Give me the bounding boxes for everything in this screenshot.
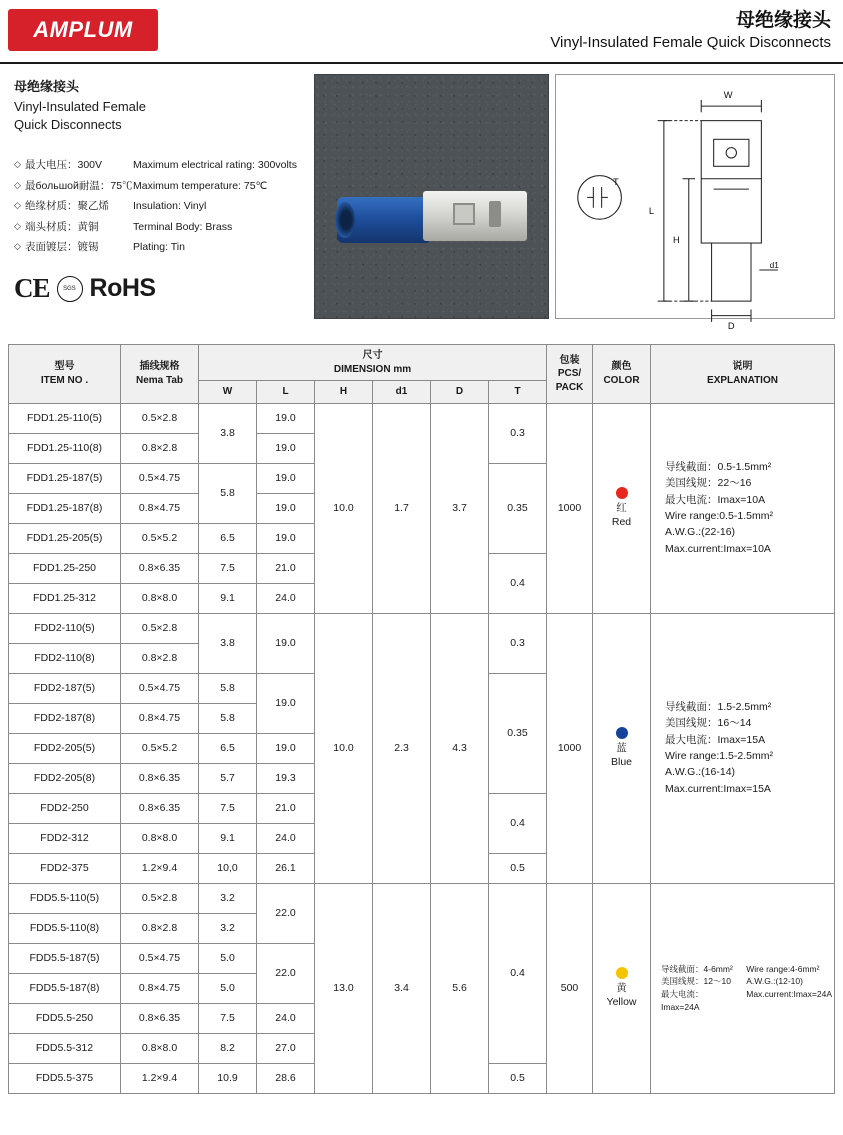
cell-w: 5.8 <box>199 703 257 733</box>
cell-l: 27.0 <box>257 1033 315 1063</box>
header-t: T <box>489 381 547 404</box>
dim-label-d: D <box>727 321 735 330</box>
cell-item-no: FDD1.25-110(5) <box>9 403 121 433</box>
cell-w: 3.2 <box>199 883 257 913</box>
spec-row <box>14 217 308 237</box>
table-row <box>9 613 835 643</box>
brand-logo-text: AMPLUM <box>33 17 133 42</box>
explanation-line: 导线截面：4-6mm² <box>661 963 733 974</box>
brand-logo <box>8 9 158 51</box>
header-dimension-en: DIMENSION mm <box>333 363 412 375</box>
spec-table-wrap <box>0 336 843 1104</box>
connector-illustration <box>337 183 527 253</box>
cell-l: 24.0 <box>257 823 315 853</box>
cell-explanation <box>651 403 835 613</box>
cell-nema-tab: 0.8×4.75 <box>121 493 199 523</box>
cell-h: 10.0 <box>315 613 373 883</box>
cell-explanation <box>651 613 835 883</box>
product-title-en-line1: Vinyl-Insulated Female <box>14 99 146 114</box>
cell-item-no: FDD2-110(8) <box>9 643 121 673</box>
cell-nema-tab: 0.5×4.75 <box>121 463 199 493</box>
cell-item-no: FDD2-205(5) <box>9 733 121 763</box>
cell-w: 10.9 <box>199 1063 257 1093</box>
cell-item-no: FDD1.25-205(5) <box>9 523 121 553</box>
header-titles <box>158 0 835 62</box>
explanation-line: 最大电流：Imax=15A <box>665 733 766 746</box>
spec-label-cn: 端头材质：黄铜 <box>25 220 99 233</box>
product-photo <box>314 74 549 319</box>
dim-label-l: L <box>648 205 655 216</box>
cell-d1: 1.7 <box>373 403 431 613</box>
cell-w: 5.0 <box>199 943 257 973</box>
cell-l: 28.6 <box>257 1063 315 1093</box>
spec-row <box>14 196 308 216</box>
technical-drawing <box>555 74 835 330</box>
explanation-line: 导线截面：0.5-1.5mm² <box>665 461 772 474</box>
table-row <box>9 883 835 913</box>
product-title-en-line2: Quick Disconnects <box>14 116 122 132</box>
cell-d1: 2.3 <box>373 613 431 883</box>
spec-label-en: Plating: Tin <box>133 240 185 253</box>
header-dimension-cn: 尺寸 <box>362 350 383 361</box>
header-pack <box>547 345 593 404</box>
header-color <box>593 345 651 404</box>
cell-nema-tab: 0.8×6.35 <box>121 1003 199 1033</box>
color-label-en: Blue <box>611 756 633 768</box>
cell-item-no: FDD2-375 <box>9 853 121 883</box>
cell-h: 13.0 <box>315 883 373 1093</box>
header-dimension <box>199 345 547 381</box>
header-title-cn: 母绝缘接头 <box>735 10 831 32</box>
cell-item-no: FDD2-187(8) <box>9 703 121 733</box>
cell-item-no: FDD5.5-375 <box>9 1063 121 1093</box>
cell-t: 0.3 <box>489 613 547 673</box>
header-d1: d1 <box>373 381 431 404</box>
explanation-line: 美国线规：12～10 <box>661 976 731 987</box>
cell-w: 7.5 <box>199 793 257 823</box>
cell-pack: 500 <box>547 883 593 1093</box>
technical-drawing-svg <box>556 75 834 329</box>
spec-label-en: Terminal Body: Brass <box>133 220 233 233</box>
rohs-mark-icon: RoHS <box>89 274 156 303</box>
cell-l: 19.0 <box>257 673 315 733</box>
sgs-mark-label: SGS <box>63 285 76 292</box>
cell-item-no: FDD1.25-250 <box>9 553 121 583</box>
header-l: L <box>257 381 315 404</box>
cell-nema-tab: 0.8×4.75 <box>121 973 199 1003</box>
cell-item-no: FDD5.5-187(5) <box>9 943 121 973</box>
cell-pack: 1000 <box>547 403 593 613</box>
cell-w: 6.5 <box>199 523 257 553</box>
blue-insulation-sleeve <box>337 197 429 243</box>
cell-nema-tab: 0.5×5.2 <box>121 733 199 763</box>
cell-l: 19.0 <box>257 733 315 763</box>
header-h: H <box>315 381 373 404</box>
cell-w: 8.2 <box>199 1033 257 1063</box>
explanation-line: 最大电流：Imax=10A <box>665 493 766 506</box>
spec-label-cn: 最大电压：300V <box>25 159 103 172</box>
cell-nema-tab: 0.8×6.35 <box>121 763 199 793</box>
cell-w: 7.5 <box>199 553 257 583</box>
cell-l: 24.0 <box>257 1003 315 1033</box>
color-label-cn: 红 <box>616 501 627 514</box>
table-row <box>9 403 835 433</box>
certification-marks <box>14 273 308 304</box>
explanation-column <box>746 963 832 1014</box>
cell-nema-tab: 0.8×6.35 <box>121 553 199 583</box>
color-swatch-icon <box>616 727 628 739</box>
cell-nema-tab: 0.5×4.75 <box>121 673 199 703</box>
header-item-cn: 型号 <box>54 361 75 373</box>
spec-table <box>8 344 835 1094</box>
cell-item-no: FDD2-205(8) <box>9 763 121 793</box>
page-header <box>0 0 843 64</box>
cell-item-no: FDD2-110(5) <box>9 613 121 643</box>
cell-l: 26.1 <box>257 853 315 883</box>
cell-t: 0.4 <box>489 883 547 1063</box>
product-info <box>8 74 308 330</box>
cell-item-no: FDD2-250 <box>9 793 121 823</box>
header-title-en: Vinyl-Insulated Female Quick Disconnects <box>550 34 831 52</box>
cell-w: 9.1 <box>199 823 257 853</box>
cell-l: 21.0 <box>257 793 315 823</box>
cell-l: 22.0 <box>257 943 315 1003</box>
cell-w: 5.8 <box>199 673 257 703</box>
explanation-line: 美国线规：16～14 <box>665 717 752 730</box>
cell-t: 0.3 <box>489 403 547 463</box>
spec-row <box>14 155 308 175</box>
spec-label-cn: 最большой耐温：75℃ <box>25 179 133 192</box>
cell-item-no: FDD1.25-312 <box>9 583 121 613</box>
bullet-icon: ◇ <box>14 200 21 211</box>
table-body <box>9 403 835 1093</box>
cell-nema-tab: 0.8×2.8 <box>121 913 199 943</box>
spec-label-cn: 表面镀层：镀锡 <box>25 240 99 253</box>
cell-h: 10.0 <box>315 403 373 613</box>
header-nema <box>121 345 199 404</box>
cell-item-no: FDD5.5-110(5) <box>9 883 121 913</box>
cell-nema-tab: 0.8×2.8 <box>121 643 199 673</box>
spec-row <box>14 237 308 257</box>
cell-item-no: FDD2-187(5) <box>9 673 121 703</box>
header-pack-en-1: PCS/ <box>557 368 582 379</box>
cell-t: 0.4 <box>489 553 547 613</box>
bullet-icon: ◇ <box>14 220 21 231</box>
dim-label-h: H <box>672 235 680 246</box>
color-swatch-icon <box>616 487 628 499</box>
cell-d: 4.3 <box>431 613 489 883</box>
cell-item-no: FDD5.5-312 <box>9 1033 121 1063</box>
spec-label-cn: 绝缘材质：聚乙烯 <box>25 200 109 213</box>
explanation-line: Wire range:0.5-1.5mm² <box>665 510 773 522</box>
cell-w: 7.5 <box>199 1003 257 1033</box>
header-pack-en-2: PACK <box>555 381 584 393</box>
cell-l: 19.0 <box>257 463 315 493</box>
cell-nema-tab: 0.8×2.8 <box>121 433 199 463</box>
color-label-cn: 蓝 <box>616 741 627 754</box>
cell-l: 22.0 <box>257 883 315 943</box>
explanation-line: Max.current:Imax=15A <box>665 782 771 795</box>
explanation-line: Max.current:Imax=10A <box>665 542 771 555</box>
cell-nema-tab: 1.2×9.4 <box>121 1063 199 1093</box>
cell-w: 3.8 <box>199 403 257 463</box>
cell-nema-tab: 0.5×5.2 <box>121 523 199 553</box>
cell-t: 0.5 <box>489 853 547 883</box>
header-explanation-en: EXPLANATION <box>707 374 778 386</box>
cell-item-no: FDD5.5-250 <box>9 1003 121 1033</box>
cell-nema-tab: 0.8×8.0 <box>121 1033 199 1063</box>
header-item <box>9 345 121 404</box>
color-label-en: Yellow <box>606 996 637 1008</box>
cell-t: 0.35 <box>489 463 547 553</box>
spec-label-en: Maximum electrical rating: 300volts <box>133 159 297 172</box>
terminal-hole <box>489 201 501 227</box>
spec-list <box>14 155 308 257</box>
cell-w: 10,0 <box>199 853 257 883</box>
cell-nema-tab: 0.8×6.35 <box>121 793 199 823</box>
explanation-line: 导线截面：1.5-2.5mm² <box>665 701 772 714</box>
bullet-icon: ◇ <box>14 240 21 251</box>
cell-item-no: FDD1.25-187(5) <box>9 463 121 493</box>
cell-pack: 1000 <box>547 613 593 883</box>
cell-nema-tab: 0.5×2.8 <box>121 403 199 433</box>
cell-color <box>593 613 651 883</box>
spec-label-en: Insulation: Vinyl <box>133 200 207 213</box>
cell-item-no: FDD1.25-187(8) <box>9 493 121 523</box>
cell-l: 19.0 <box>257 433 315 463</box>
cell-nema-tab: 0.8×8.0 <box>121 823 199 853</box>
cell-color <box>593 403 651 613</box>
ce-mark-icon: CE <box>14 273 50 304</box>
color-label-en: Red <box>611 516 632 528</box>
explanation-line: 最大电流：Imax=24A <box>661 989 704 1012</box>
product-title-en <box>14 98 308 133</box>
cell-l: 19.0 <box>257 493 315 523</box>
product-overview <box>0 64 843 336</box>
cell-w: 5.0 <box>199 973 257 1003</box>
cell-t: 0.5 <box>489 1063 547 1093</box>
cell-t: 0.35 <box>489 673 547 793</box>
cell-w: 6.5 <box>199 733 257 763</box>
header-nema-en: Nema Tab <box>135 374 184 386</box>
cell-nema-tab: 0.5×4.75 <box>121 943 199 973</box>
sgs-mark-icon <box>57 276 83 302</box>
cell-nema-tab: 1.2×9.4 <box>121 853 199 883</box>
explanation-line: Max.current:Imax=24A <box>746 989 832 999</box>
explanation-line: Wire range:4-6mm² <box>746 963 820 974</box>
cell-nema-tab: 0.8×4.75 <box>121 703 199 733</box>
table-head <box>9 345 835 404</box>
header-explanation-cn: 说明 <box>732 361 753 373</box>
color-swatch-icon <box>616 967 628 979</box>
header-pack-cn: 包装 <box>559 354 580 366</box>
explanation-line: A.W.G.:(12-10) <box>746 976 803 987</box>
cell-d: 5.6 <box>431 883 489 1093</box>
explanation-line: 美国线规：22～16 <box>665 477 752 490</box>
dim-label-t: T <box>613 176 619 187</box>
header-d: D <box>431 381 489 404</box>
cell-item-no: FDD5.5-110(8) <box>9 913 121 943</box>
cell-t: 0.4 <box>489 793 547 853</box>
bullet-icon: ◇ <box>14 179 21 190</box>
header-explanation <box>651 345 835 404</box>
cell-w: 9.1 <box>199 583 257 613</box>
explanation-line: Wire range:1.5-2.5mm² <box>665 750 773 762</box>
explanation-line: A.W.G.:(22-16) <box>665 526 736 539</box>
cell-nema-tab: 0.8×8.0 <box>121 583 199 613</box>
header-color-en: COLOR <box>603 374 640 386</box>
cell-w: 5.8 <box>199 463 257 523</box>
bullet-icon: ◇ <box>14 159 21 170</box>
cell-l: 24.0 <box>257 583 315 613</box>
cell-w: 3.8 <box>199 613 257 673</box>
dim-label-w: W <box>723 89 733 100</box>
cell-nema-tab: 0.5×2.8 <box>121 613 199 643</box>
cell-l: 21.0 <box>257 553 315 583</box>
cell-item-no: FDD2-312 <box>9 823 121 853</box>
spec-label-en: Maximum temperature: 75℃ <box>133 179 268 192</box>
explanation-line: A.W.G.:(16-14) <box>665 766 736 779</box>
cell-d: 3.7 <box>431 403 489 613</box>
terminal-slot <box>453 203 475 225</box>
cell-l: 19.0 <box>257 613 315 673</box>
cell-nema-tab: 0.5×2.8 <box>121 883 199 913</box>
cell-w: 3.2 <box>199 913 257 943</box>
header-w: W <box>199 381 257 404</box>
table-header-row-1 <box>9 345 835 381</box>
cell-l: 19.3 <box>257 763 315 793</box>
cell-w: 5.7 <box>199 763 257 793</box>
header-color-cn: 颜色 <box>611 361 632 373</box>
cell-l: 19.0 <box>257 523 315 553</box>
explanation-column <box>661 963 736 1014</box>
cell-explanation <box>651 883 835 1093</box>
header-nema-cn: 插线规格 <box>139 361 180 373</box>
product-title-cn: 母绝缘接头 <box>14 79 80 94</box>
color-label-cn: 黄 <box>616 981 627 994</box>
cell-l: 19.0 <box>257 403 315 433</box>
spec-row <box>14 176 308 196</box>
header-item-en: ITEM NO . <box>40 374 89 386</box>
metal-terminal-body <box>423 191 527 241</box>
dim-label-d1: d1 <box>769 259 779 270</box>
cell-d1: 3.4 <box>373 883 431 1093</box>
cell-item-no: FDD5.5-187(8) <box>9 973 121 1003</box>
cell-item-no: FDD1.25-110(8) <box>9 433 121 463</box>
cell-color <box>593 883 651 1093</box>
